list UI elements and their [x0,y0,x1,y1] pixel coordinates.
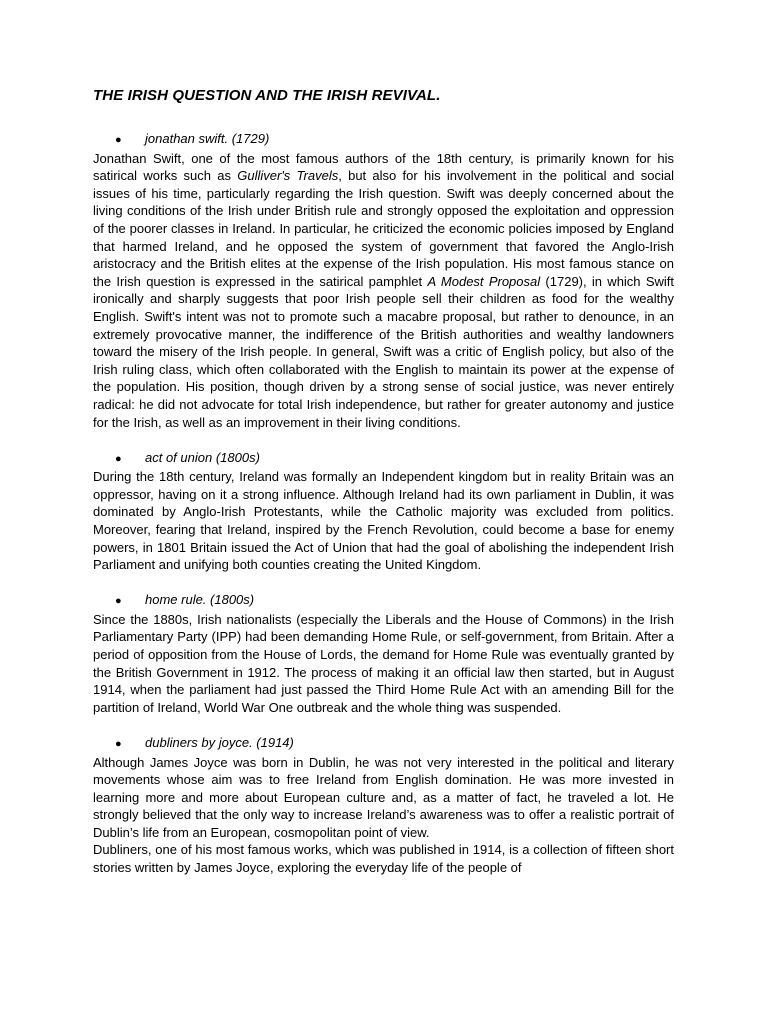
body-paragraph [93,150,674,432]
body-paragraph [93,841,674,876]
bullet-icon: ● [115,595,122,608]
section-heading [93,734,674,754]
body-paragraph [93,468,674,574]
paragraph-text: Jonathan Swift, one of the most famous authors of the 18th century, is primarily known for his satirical works such as [93,150,674,184]
section-heading [93,591,674,611]
document-section [93,734,674,877]
paragraph-text: Although James Joyce was born in Dublin, he was not very interested in the political and literary movements whose aim was to free Ireland from English domination. He was more invested in learning more and more about European culture and, as a matter of fact, he traveled a lot. He strongly believed that the only way to increase Ireland’s awareness was to offer a realistic portrait of Dublin’s life from an European, cosmopolitan point of view. [93,754,674,840]
paragraph-text: Dubliners, one of his most famous works, which was published in 1914, is a collection of fifteen short stories written by James Joyce, exploring the everyday life of the people of [93,842,674,876]
document-body [93,130,674,877]
document-title: THE IRISH QUESTION AND THE IRISH REVIVAL. [93,87,441,104]
section-heading-text: home rule. (1800s) [145,592,255,608]
paragraph-text: (1729), in which Swift ironically and sharply suggests that poor Irish people sell their children as food for the wealthy English. Swift's intent was not to promote such a macabre proposal, but rather to denounce, in an extremely provocative manner, the indifference of the British authorities and wealthy landowners toward the misery of the Irish people. In general, Swift was a critic of English policy, but also of the Irish ruling class, which often collaborated with the English to maintain its power at the expense of the population. His position, though driven by a strong sense of social justice, was never entirely radical: he did not advocate for total Irish independence, but rather for greater autonomy and justice for the Irish, as well as an improvement in their living conditions. [93,273,674,430]
section-heading [93,130,674,150]
document-section [93,130,674,431]
body-paragraph [93,754,674,842]
document-section [93,449,674,574]
italic-title-text: A Modest Proposal [427,273,541,289]
paragraph-text: During the 18th century, Ireland was formally an Independent kingdom but in reality Britain was an oppressor, having on it a strong influence. Although Ireland had its own parliament in Dublin, it was dominated by Anglo-Irish Protestants, while the Catholic majority was excluded from politics. Moreover, fearing that Ireland, inspired by the French Revolution, could become a base for enemy powers, in 1801 Britain issued the Act of Union that had the goal of abolishing the independent Irish Parliament and unifying both counties creating the United Kingdom. [93,469,674,573]
section-heading [93,449,674,469]
document-page [93,86,674,894]
body-paragraph [93,611,674,717]
section-heading-text: jonathan swift. (1729) [145,131,270,146]
bullet-icon: ● [115,737,122,750]
bullet-icon: ● [115,452,122,465]
section-heading-text: act of union (1800s) [145,449,260,465]
bullet-icon: ● [115,134,122,146]
paragraph-text: Since the 1880s, Irish nationalists (especially the Liberals and the House of Commons) in the Irish Parliamentary Party (IPP) had been demanding Home Rule, or self-government, from Britain. After a period of opposition from the House of Lords, the demand for Home Rule was eventually granted by the British Government in 1912. The process of making it an official law then started, but in August 1914, when the parliament had just passed the Third Home Rule Act with an amending Bill for the partition of Ireland, World War One outbreak and the whole thing was suspended. [93,611,674,715]
document-section [93,591,674,716]
italic-title-text: Gulliver's Travels [237,168,339,184]
section-heading-text: dubliners by joyce. (1914) [145,734,294,750]
paragraph-text: , but also for his involvement in the political and social issues of his time, particularly regarding the Irish question. Swift was deeply concerned about the living conditions of the Irish under British rule and strongly opposed the exploitation and oppression of the poorer classes in Ireland. In particular, he criticized the economic policies imposed by England that harmed Ireland, and he opposed the system of government that favored the Anglo-Irish aristocracy and the British elites at the expense of the Irish population. His most famous stance on the Irish question is expressed in the satirical pamphlet [93,168,674,289]
